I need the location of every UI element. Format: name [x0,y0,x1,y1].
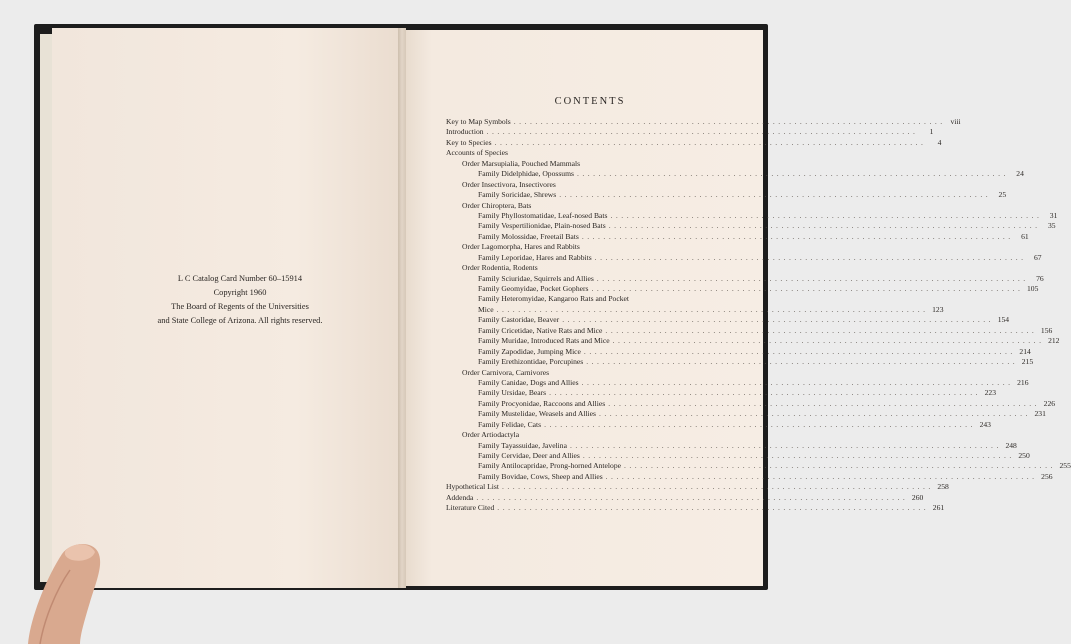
toc-entry-label: Family Bovidae, Cows, Sheep and Allies [478,471,603,481]
toc-leader-dots: ................................................................................ [569,440,1002,450]
toc-entry-label: Accounts of Species [446,148,508,158]
toc-leader-dots: ................................................................................ [496,304,929,314]
toc-entry [446,315,1010,325]
toc-leader-dots: ................................................................................ [599,409,1031,419]
toc-entry-label: Family Erethizontidae, Porcupines [478,357,584,367]
toc-entry-label: Mice [478,304,494,314]
toc-entry [446,117,961,127]
toc-entry-label: Introduction [446,127,484,137]
toc-page-number: 61 [1021,231,1029,241]
toc-leader-dots: ................................................................................ [486,127,919,137]
toc-entry-label: Family Cricetidae, Native Rats and Mice [478,325,603,335]
toc-entry [446,190,1007,200]
toc-entry [446,377,1029,388]
toc-entry [446,357,1034,367]
toc-entry [446,419,991,430]
toc-page-number: 231 [1034,409,1046,419]
toc-entry-label: Family Tayassuidae, Javelina [478,440,567,450]
toc-leader-dots: ................................................................................ [591,284,1024,293]
toc-entry [446,346,1031,357]
toc-leader-dots: ................................................................................ [497,503,930,513]
toc-page-number: 261 [932,503,945,513]
toc-leader-dots: ................................................................................ [576,169,1009,179]
toc-entry-label: Family Heteromyidae, Kangaroo Rats and Pocket [478,294,629,304]
toc-entry [446,273,1044,284]
catalog-card-number: L C Catalog Card Number 60–15914 [177,274,303,283]
toc-entry [446,169,1024,179]
toc-leader-dots: ................................................................................ [544,419,976,429]
toc-entry [446,368,704,378]
toc-leader-dots: ................................................................................ [549,388,981,398]
toc-entry-label: Literature Cited [446,503,495,513]
toc-page-number: 243 [979,419,991,429]
toc-entry-label: Family Didelphidae, Opossums [478,169,574,179]
toc-page-number: 250 [1018,451,1030,460]
toc-entry-label: Family Canidae, Dogs and Allies [478,377,579,387]
toc-leader-dots: ................................................................................ [476,492,909,502]
toc-entry-label: Family Geomyidae, Pocket Gophers [478,284,589,293]
toc-entry-label: Family Leporidae, Hares and Rabbits [478,252,592,262]
toc-page-number: 223 [984,388,996,398]
toc-entry [446,336,1060,346]
toc-page-number: 248 [1005,440,1017,450]
toc-page-number: 260 [911,492,924,502]
toc-page-number: 256 [1041,471,1053,481]
toc-entry-label: Family Vespertilionidae, Plain-nosed Bats [478,221,606,231]
toc-leader-dots: ................................................................................ [494,137,927,147]
toc-entry [446,148,704,158]
toc-entry-label: Hypothetical List [446,482,499,492]
toc-entry [446,284,1039,294]
toc-page-number: 255 [1059,461,1071,471]
toc-page-number: 214 [1019,346,1031,356]
toc-entry-label: Family Procyonidae, Raccoons and Allies [478,398,606,408]
toc-entry [446,461,1071,471]
toc-page-number: 76 [1036,273,1044,283]
toc-entry-label: Order Marsupialia, Pouched Mammals [462,158,581,168]
toc-entry [446,409,1046,419]
toc-entry-label: Family Phyllostomatidae, Leaf-nosed Bats [478,210,608,220]
toc-entry-label: Family Sciuridae, Squirrels and Allies [478,273,594,283]
toc-entry [446,471,1053,482]
toc-entry [446,137,942,148]
toc-leader-dots: ................................................................................ [594,252,1027,262]
toc-page-number: viii [950,117,961,126]
toc-entry-label: Family Castoridae, Beaver [478,315,560,325]
toc-entry-label: Family Felidae, Cats [478,419,542,429]
toc-leader-dots: ................................................................................ [596,273,1029,283]
toc-entry [446,263,704,273]
copyright-year: Copyright 1960 [213,288,267,297]
toc-entry-label: Key to Species [446,137,492,147]
toc-entry [446,398,1056,409]
toc-entry-label: Family Ursidae, Bears [478,388,547,398]
toc-leader-dots: ................................................................................ [559,190,992,200]
toc-leader-dots: ................................................................................ [608,398,1041,408]
toc-leader-dots: ................................................................................ [608,221,1041,231]
toc-entry-label: Order Carnivora, Carnivores [462,367,550,377]
toc-entry-label: Addenda [446,492,474,502]
toc-entry [446,221,1056,231]
toc-entry [446,127,934,137]
toc-entry-label: Family Muridae, Introduced Rats and Mice [478,336,610,346]
page-block-edge [40,34,52,582]
toc-entry [446,482,949,492]
toc-leader-dots: ................................................................................ [513,117,946,126]
copyright-holder-line-1: The Board of Regents of the Universities [171,302,309,311]
toc-leader-dots: ................................................................................ [612,336,1045,346]
toc-page-number: 35 [1047,221,1056,231]
toc-page-number: 216 [1017,377,1029,387]
toc-entry-label: Order Lagomorpha, Hares and Rabbits [462,242,580,252]
toc-entry [446,325,1053,336]
toc-leader-dots: ................................................................................ [586,357,1019,367]
toc-entry [446,388,996,398]
toc-entry-label: Family Mustelidae, Weasels and Allies [478,409,596,419]
toc-page-number: 25 [998,190,1007,200]
copyright-imprint [140,272,340,328]
toc-page-number: 105 [1027,284,1039,293]
toc-entry [446,503,945,513]
toc-leader-dots: ................................................................................ [610,210,1043,220]
toc-leader-dots: ................................................................................ [562,315,995,325]
toc-entry [446,430,704,440]
toc-entry-label: Order Artiodactyla [462,430,520,440]
copyright-holder-line-2: and State College of Arizona. All rights reserved. [157,316,323,325]
toc-entry [446,201,704,211]
toc-entry [446,231,1029,242]
toc-page-number: 31 [1049,210,1058,220]
toc-page-number: 258 [937,482,949,492]
book-gutter [398,28,406,588]
toc-page-number: 123 [932,304,944,314]
toc-entry-label: Order Insectivora, Insectivores [462,179,556,189]
toc-entry [446,180,704,190]
toc-entry [446,304,944,315]
toc-page-number: 215 [1021,357,1034,367]
toc-entry-label: Family Antilocapridae, Prong-horned Antelope [478,461,621,471]
toc-entry-label: Family Cervidae, Deer and Allies [478,451,580,460]
toc-page-number: 4 [937,137,942,147]
toc-leader-dots: ................................................................................ [605,325,1038,335]
toc-page-number: 24 [1016,169,1024,179]
toc-leader-dots: ................................................................................ [501,482,934,492]
toc-entry-label: Family Molossidae, Freetail Bats [478,231,579,241]
toc-page-number: 156 [1040,325,1053,335]
contents-heading: CONTENTS [554,96,626,107]
toc-entry [446,210,1058,221]
toc-page-number: 1 [929,127,934,137]
toc-entry [446,252,1042,263]
toc-leader-dots: ................................................................................ [582,451,1015,460]
toc-entry-label: Order Rodentia, Rodents [462,263,538,273]
toc-entry [446,440,1017,451]
toc-leader-dots: ................................................................................ [581,377,1014,387]
toc-leader-dots: ................................................................................ [583,346,1016,356]
toc-entry [446,242,704,252]
toc-leader-dots: ................................................................................ [624,461,1056,471]
toc-page-number: 154 [997,315,1010,325]
toc-entry [446,294,704,304]
toc-entry-label: Order Chiroptera, Bats [462,200,532,210]
toc-leader-dots: ................................................................................ [581,231,1014,241]
toc-entry-label: Family Soricidae, Shrews [478,190,557,200]
table-of-contents [446,117,1071,514]
toc-page-number: 212 [1048,336,1060,346]
toc-leader-dots: ................................................................................ [605,471,1038,481]
toc-entry-label: Key to Map Symbols [446,117,511,126]
toc-entry [446,451,1030,461]
toc-page-number: 67 [1033,252,1042,262]
toc-entry [446,159,704,169]
toc-page-number: 226 [1043,398,1056,408]
toc-entry [446,492,924,503]
toc-entry-label: Family Zapodidae, Jumping Mice [478,346,581,356]
